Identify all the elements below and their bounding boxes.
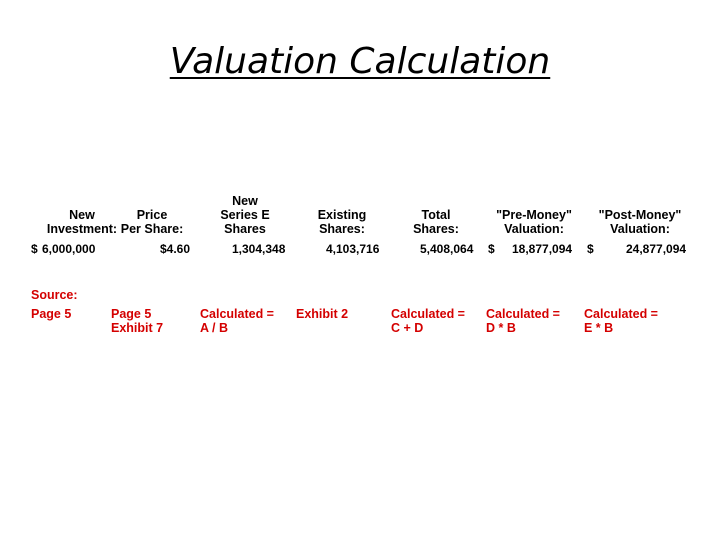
source-price: Page 5 Exhibit 7 — [111, 307, 164, 335]
value-total-shares: 5,408,064 — [420, 242, 474, 256]
header-pre-money: "Pre-Money" Valuation: — [496, 208, 572, 236]
source-post-money: Calculated = E * B — [584, 307, 658, 335]
source-total: Calculated = C + D — [391, 307, 465, 335]
value-post-money-symbol: $ — [587, 242, 594, 256]
source-investment: Page 5 — [31, 307, 72, 321]
source-label: Source: — [31, 288, 78, 302]
value-pre-money: 18,877,094 — [512, 242, 573, 256]
header-new-investment: New Investment: — [46, 208, 118, 236]
source-existing: Exhibit 2 — [296, 307, 349, 321]
value-existing-shares: 4,103,716 — [326, 242, 380, 256]
value-price-per-share: $4.60 — [160, 242, 191, 256]
value-series-e-shares: 1,304,348 — [232, 242, 286, 256]
value-new-investment: 6,000,000 — [42, 242, 96, 256]
header-total-shares: Total Shares: — [413, 208, 459, 236]
header-series-e-shares: New Series E Shares — [220, 194, 270, 236]
header-post-money: "Post-Money" Valuation: — [598, 208, 682, 236]
header-price-per-share: Price Per Share: — [120, 208, 184, 236]
value-investment-symbol: $ — [31, 242, 38, 256]
value-post-money: 24,877,094 — [626, 242, 687, 256]
source-pre-money: Calculated = D * B — [486, 307, 560, 335]
slide-title: Valuation Calculation — [169, 41, 551, 82]
header-existing-shares: Existing Shares: — [317, 208, 367, 236]
source-series-e: Calculated = A / B — [200, 307, 274, 335]
value-pre-money-symbol: $ — [488, 242, 495, 256]
